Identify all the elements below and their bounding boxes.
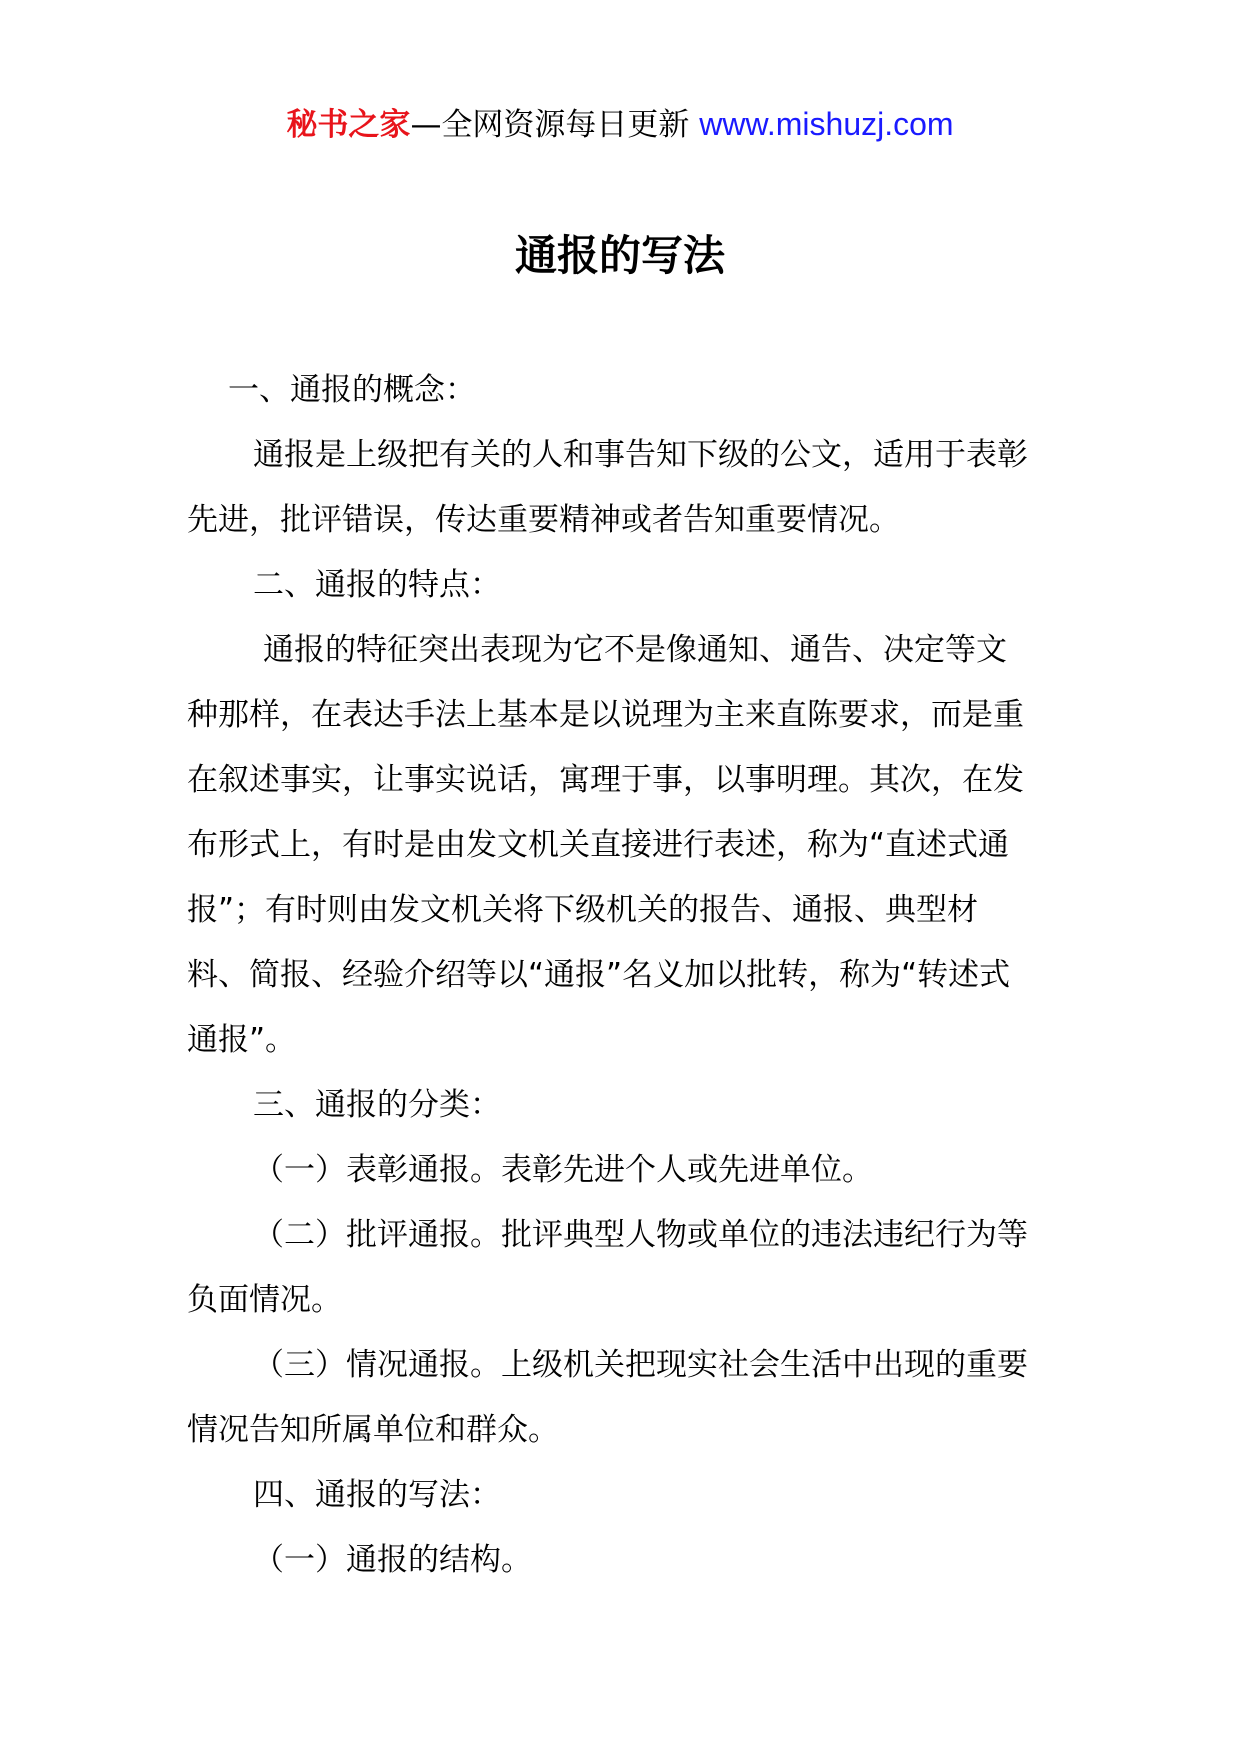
paragraph-concept: 通报是上级把有关的人和事告知下级的公文，适用于表彰先进，批评错误，传达重要精神或者告知重要情况。 <box>187 437 1028 538</box>
section-heading-concept: 一、通报的概念： <box>228 372 476 408</box>
document-title: 通报的写法 <box>514 231 725 280</box>
paragraph-type-situation: （三）情况通报。上级机关把现实社会生活中出现的重要情况告知所属单位和群众。 <box>187 1347 1028 1448</box>
document-body <box>187 358 1033 1593</box>
section-heading-writing: 四、通报的写法： <box>253 1477 501 1513</box>
header-tagline: —全网资源每日更新 <box>410 107 690 143</box>
section-heading-types: 三、通报的分类： <box>253 1087 501 1123</box>
site-header <box>0 102 1240 147</box>
paragraph-type-criticism: （二）批评通报。批评典型人物或单位的违法违纪行为等负面情况。 <box>187 1217 1028 1318</box>
paragraph-features: 通报的特征突出表现为它不是像通知、通告、决定等文种那样，在表达手法上基本是以说理为主来直陈要求，而是重在叙述事实，让事实说话，寓理于事，以事明理。其次，在发布形式上，有时是由发文机关直接进行表述，称为“直述式通报”；有时则由发文机关将下级机关的报告、通报、典型材料、简报、经验介绍等以“通报”名义加以批转，称为“转述式通报”。 <box>187 632 1024 1058</box>
brand-name: 秘书之家 <box>286 107 411 143</box>
site-url: www.mishuzj.com <box>699 106 954 142</box>
paragraph-structure: （一）通报的结构。 <box>253 1542 532 1578</box>
section-heading-features: 二、通报的特点： <box>253 567 501 603</box>
paragraph-type-commendation: （一）表彰通报。表彰先进个人或先进单位。 <box>253 1152 873 1188</box>
